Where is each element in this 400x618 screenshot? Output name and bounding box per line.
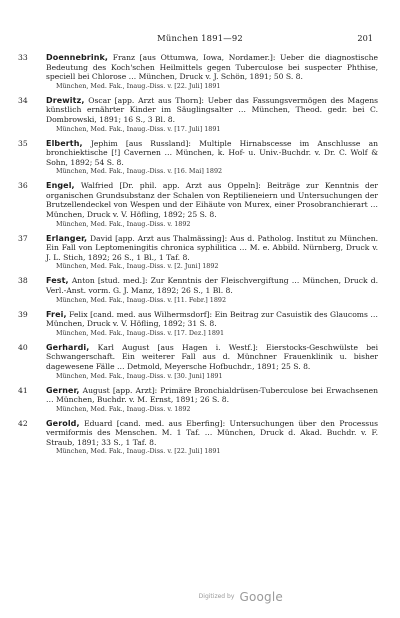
entry-text: Oscar [app. Arzt aus Thorn]: Ueber das Fassungsvermögen des Magens künstlich ernährter Kinder im Säuglingsalter … München, Theod. gedr. bei C. Dombrowski, 1891; 16 S., 3 Bl. 8. [46,95,378,124]
list-item [18,181,378,228]
watermark-brand: Google [239,590,283,604]
entry-body [46,343,378,372]
list-item [18,53,378,91]
entry-body [46,181,378,219]
author-name: Fest, [46,276,69,286]
list-item [18,386,378,414]
list-item [18,96,378,134]
entry-number: 41 [18,385,28,395]
author-name: Frei, [46,309,67,319]
entry-dissertation-note: München, Med. Fak., Inaug.-Diss. v. [16. Mai] 1892 [56,167,223,176]
entry-body [46,139,378,168]
entry-dissertation-note: München, Med. Fak., Inaug.-Diss. v. [30. Juni] 1891 [56,371,223,380]
entry-dissertation-note: München, Med. Fak., Inaug.-Diss. v. [2. Juni] 1892 [56,262,219,271]
entry-text: Walfried [Dr. phil. app. Arzt aus Oppeln]: Beiträge zur Kenntnis der organischen Grundsubstanz der Schalen von Reptilieneiern und Untersuchungen der Brutzellendeckel von Wespen und der Eihäute von Murex, einer Prosobranchierart … München, Druck v. V. Höfling, 1892; 25 S. 8. [46,181,378,220]
entry-number: 38 [18,276,28,286]
watermark-prefix: Digitized by [198,593,235,600]
list-item [18,343,378,381]
entry-text: David [app. Arzt aus Thalmässing]: Aus d. Patholog. Institut zu München. Ein Fall von Leptomeningitis chronica syphilitica … M. e. Abbild. Nürnberg, Druck v. J. L. Stich, 1892; 26 S., 1 Bl., 1 Taf. 8. [46,233,378,262]
entry-text: Eduard [cand. med. aus Eberfing]: Untersuchungen über den Processus vermiformis des Menschen. M. 1 Taf. … München, Druck d. Akad. Buchdr. v. F. Straub, 1891; 33 S., 1 Taf. 8. [46,418,378,447]
author-name: Drewitz, [46,95,85,105]
entry-dissertation-note: München, Med. Fak., Inaug.-Diss. v. [22. Juli] 1891 [56,447,221,456]
list-item [18,310,378,338]
entry-text: August [app. Arzt]: Primäre Bronchialdrüsen-Tuberculose bei Erwachsenen … München, Buchdr. v. M. Ernst, 1891; 26 S. 8. [46,385,378,405]
entry-number: 37 [18,233,28,243]
author-name: Gerhardi, [46,342,90,352]
entry-number: 40 [18,342,28,352]
entry-body [46,276,378,295]
list-item [18,139,378,177]
entry-number: 42 [18,418,28,428]
entry-dissertation-note: München, Med. Fak., Inaug.-Diss. v. [17. Dez.] 1891 [56,328,225,337]
entry-body [46,234,378,263]
entry-body [46,386,378,405]
author-name: Erlanger, [46,233,88,243]
entry-body [46,419,378,448]
entry-text: Felix [cand. med. aus Wilhermsdorf]: Ein Beitrag zur Casuistik des Glaucoms … München, Druck v. V. Höfling, 1892; 31 S. 8. [46,309,378,329]
author-name: Gerold, [46,418,80,428]
author-name: Gerner, [46,385,80,395]
author-name: Elberth, [46,138,83,148]
running-title: München 1891—92 [157,33,243,43]
entry-text: Anton [stud. med.]: Zur Kenntnis der Fleischvergiftung … München, Druck d. Verl.-Anst. vorm. G. J. Manz, 1892; 26 S., 1 Bl. 8. [46,276,378,296]
entry-dissertation-note: München, Med. Fak., Inaug.-Diss. v. 1892 [56,404,191,413]
entry-body [46,310,378,329]
google-watermark [199,586,283,605]
list-item [18,234,378,272]
entry-number: 35 [18,138,28,148]
page-header [0,33,400,47]
entry-dissertation-note: München, Med. Fak., Inaug.-Diss. v. 1892 [56,219,191,228]
author-name: Doennebrink, [46,53,109,62]
entry-number: 34 [18,95,28,105]
entry-dissertation-note: München, Med. Fak., Inaug.-Diss. v. [17. Juli] 1891 [56,124,221,133]
entry-dissertation-note: München, Med. Fak., Inaug.-Diss. v. [22. Juli] 1891 [56,81,221,90]
entry-body [46,96,378,125]
entry-text: Karl August [aus Hagen i. Westf.]: Eierstocks-Geschwülste bei Schwangerschaft. Ein weiterer Fall aus d. Münchner Frauenklinik u. bisher dagewesene Fälle … Detmold, Meyersche Hofbuchdr., 1891; 25 S. 8. [46,342,378,371]
page-number: 201 [357,33,373,43]
entry-list [18,53,378,461]
entry-number: 39 [18,309,28,319]
entry-text: Franz [aus Ottumwa, Iowa, Nordamer.]: Ueber die diagnostische Bedeutung des Koch'schen Heilmittels gegen Tuberculose bei suspecter Phthise, speciell bei Chlorose … München, Druck v. J. Schön, 1891; 50 S. 8. [46,53,378,82]
entry-text: Jephim [aus Russland]: Multiple Hirnabscesse im Anschlusse an bronchiektische [!] Cavernen … München, k. Hof- u. Univ.-Buchdr. v. Dr. C. Wolf & Sohn, 1892; 54 S. 8. [46,138,378,167]
list-item [18,276,378,304]
entry-body [46,53,378,82]
list-item [18,419,378,457]
entry-number: 33 [18,53,28,62]
entry-dissertation-note: München, Med. Fak., Inaug.-Diss. v. [11. Febr.] 1892 [56,295,227,304]
author-name: Engel, [46,181,75,191]
entry-number: 36 [18,181,28,191]
